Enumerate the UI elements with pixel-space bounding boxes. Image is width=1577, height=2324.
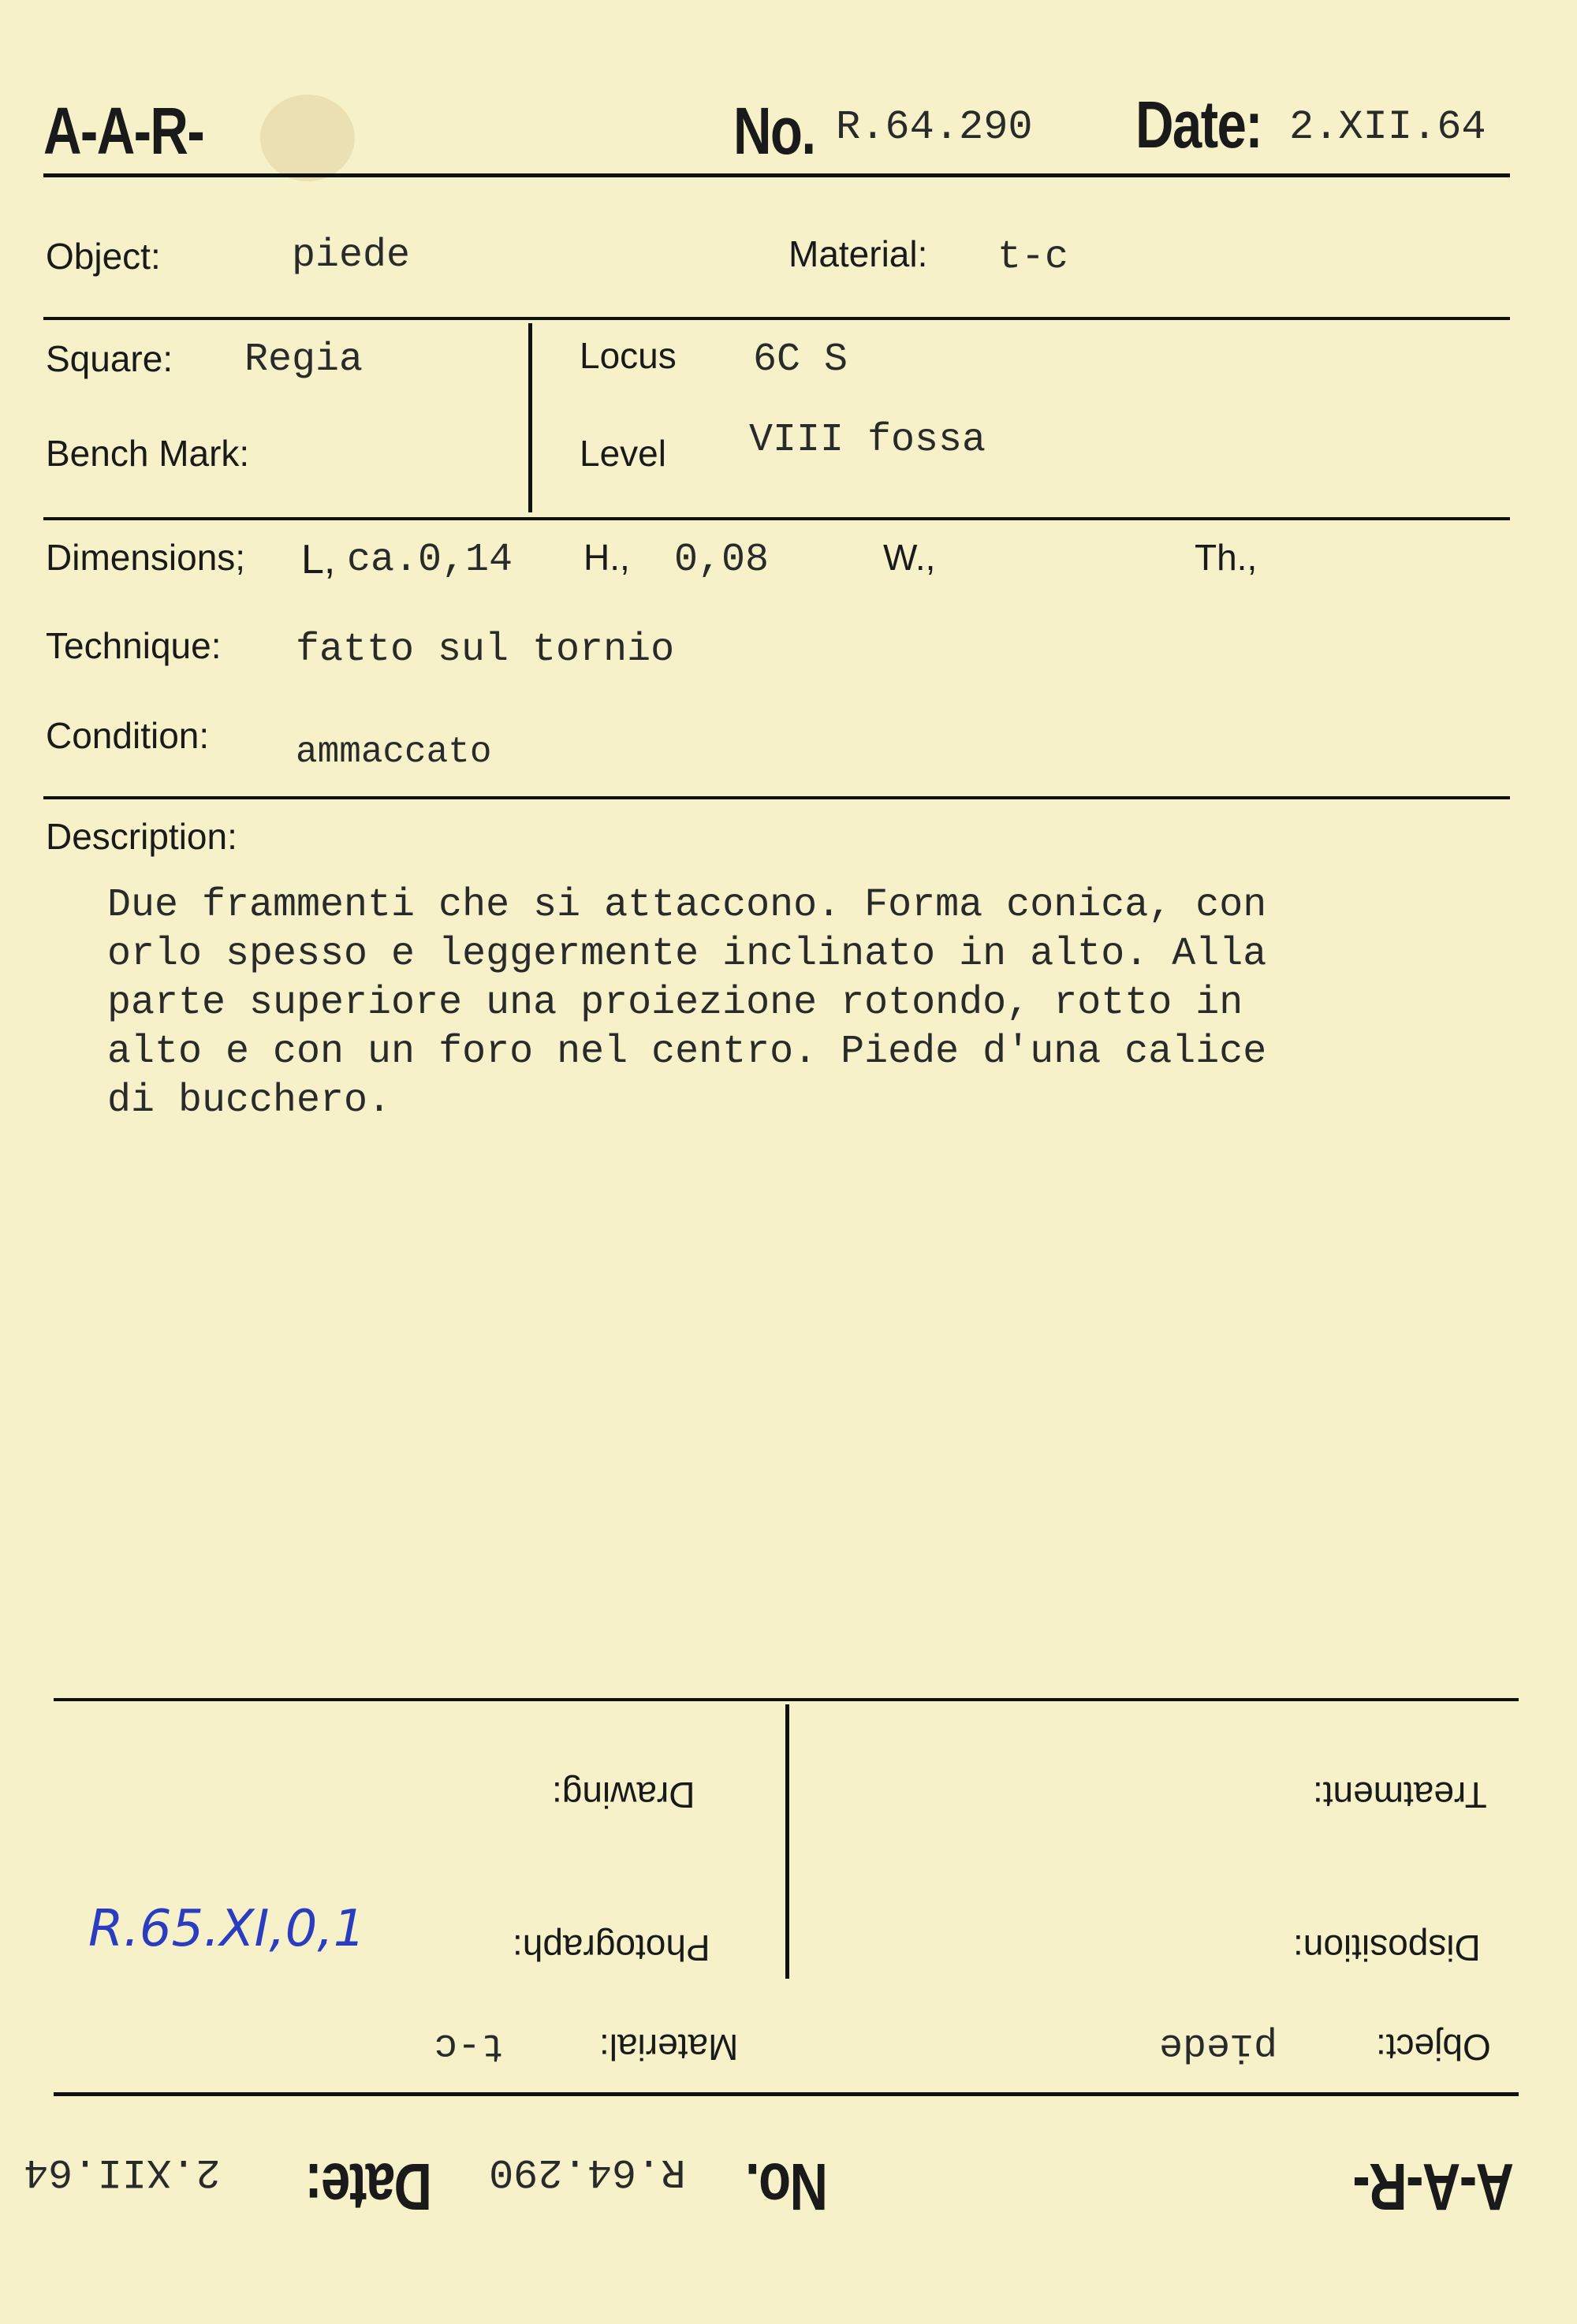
lower-divider	[785, 1704, 789, 1979]
object-label: Object:	[46, 236, 161, 277]
object-rule	[43, 317, 1510, 320]
lower-material-label: Material:	[599, 2027, 739, 2068]
header-date-label: Date:	[1135, 88, 1262, 162]
bench-mark-label: Bench Mark:	[46, 433, 250, 474]
lower-rule-bottom	[54, 2092, 1519, 2096]
description-label: Description:	[46, 816, 237, 857]
technique-value: fatto sul tornio	[296, 628, 675, 672]
photograph-label: Photograph:	[513, 1927, 710, 1968]
condition-label: Condition:	[46, 715, 210, 756]
dimensions-w-label: W.,	[883, 537, 936, 578]
object-value: piede	[292, 233, 411, 278]
square-divider	[528, 323, 532, 512]
lower-code: A-A-R-	[1353, 2150, 1514, 2224]
material-label: Material:	[788, 233, 928, 274]
lower-date-value: 2.XII.64	[24, 2148, 221, 2195]
condition-value: ammaccato	[296, 732, 492, 773]
header-date-value: 2.XII.64	[1289, 104, 1486, 151]
dimensions-label: Dimensions;	[46, 537, 246, 578]
header-code: A-A-R-	[43, 94, 204, 168]
disposition-label: Disposition:	[1293, 1927, 1481, 1968]
header-no-value: R.64.290	[836, 104, 1033, 151]
technique-label: Technique:	[46, 625, 222, 666]
lower-no-label: No.	[746, 2150, 828, 2224]
location-rule	[43, 517, 1510, 520]
dimensions-h-value: 0,08	[674, 538, 770, 583]
locus-label: Locus	[580, 335, 677, 376]
lower-material-value: t-c	[434, 2023, 505, 2068]
level-value: VIII fossa	[749, 418, 986, 463]
paper-stain	[260, 95, 355, 181]
photograph-value: R.65.XI,0,1	[88, 1900, 366, 1958]
header-no-label: No.	[733, 94, 815, 168]
lower-object-label: Object:	[1376, 2027, 1491, 2068]
lower-object-value: piede	[1159, 2023, 1278, 2068]
material-value: t-c	[997, 235, 1069, 280]
square-label: Square:	[46, 338, 173, 379]
dimensions-l-value: ca.0,14	[347, 538, 513, 583]
square-value: Regia	[244, 337, 363, 382]
locus-value: 6C S	[753, 337, 848, 382]
dimensions-th-label: Th.,	[1195, 537, 1258, 578]
dimensions-l-label: L,	[301, 537, 336, 583]
drawing-label: Drawing:	[552, 1775, 695, 1816]
header-rule	[43, 173, 1510, 177]
lower-date-label: Date:	[305, 2150, 432, 2224]
condition-rule	[43, 796, 1510, 799]
treatment-label: Treatment:	[1313, 1775, 1487, 1816]
lower-no-value: R.64.290	[489, 2148, 686, 2195]
description-text: Due frammenti che si attaccono. Forma conica, con orlo spesso e leggermente inclinato in alto. Alla parte superiore una proiezione rotondo, rotto in alto e con un foro nel centro. Piede d'una calice di bucchero.	[107, 883, 1267, 1123]
lower-rule-top	[54, 1698, 1519, 1701]
level-label: Level	[580, 433, 666, 474]
dimensions-h-label: H.,	[583, 537, 630, 578]
